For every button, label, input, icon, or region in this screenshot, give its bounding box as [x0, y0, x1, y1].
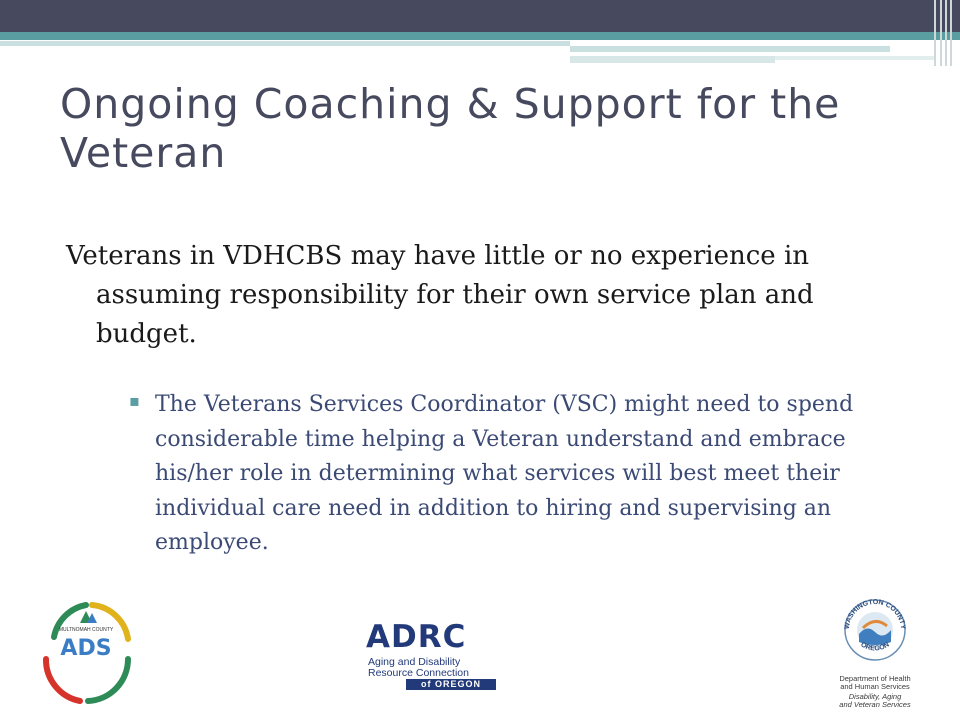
adrc-logo-main: ADRC — [366, 619, 467, 655]
header-vertical-lines — [934, 0, 956, 66]
header-bar-teal — [0, 32, 960, 40]
ads-logo-text: ADS — [60, 636, 112, 661]
header-accent-line — [0, 41, 570, 46]
washington-county-dept-line1: Department of Health — [839, 674, 911, 683]
header-accent-line — [775, 56, 935, 60]
body-paragraph: Veterans in VDHCBS may have little or no experience in assuming responsibility for their own service plan and budget. — [66, 241, 814, 349]
washington-county-logo — [835, 590, 915, 712]
adrc-logo — [366, 619, 502, 691]
washington-county-arc-top: WASHINGTON COUNTY — [843, 598, 907, 630]
adrc-logo-line3: of OREGON — [406, 679, 496, 690]
washington-county-sub-line1: Disability, Aging — [848, 692, 902, 701]
adrc-logo-line1: Aging and Disability — [368, 656, 461, 668]
washington-county-dept-line2: and Human Services — [840, 682, 910, 691]
header-accent-line — [570, 46, 890, 52]
adrc-logo-line2: Resource Connection — [368, 667, 469, 679]
ads-logo-top-text: MULTNOMAH COUNTY — [58, 627, 114, 633]
ads-logo — [40, 597, 132, 715]
bullet-icon: ▪ — [129, 391, 140, 410]
sub-bullet-text: The Veterans Services Coordinator (VSC) might need to spend considerable time helping a Veteran understand and embrace his/her role in determining what services will best meet their individual care need in addition to hiring and supervising an employee. — [155, 392, 854, 556]
header-accent-line — [570, 56, 775, 63]
slide-title: Ongoing Coaching & Support for the Veteran — [60, 80, 841, 178]
washington-county-sub-line2: and Veteran Services — [839, 700, 911, 709]
sub-bullet — [129, 388, 915, 561]
header-bar-dark — [0, 0, 960, 32]
washington-county-arc-bottom: OREGON — [859, 641, 891, 653]
